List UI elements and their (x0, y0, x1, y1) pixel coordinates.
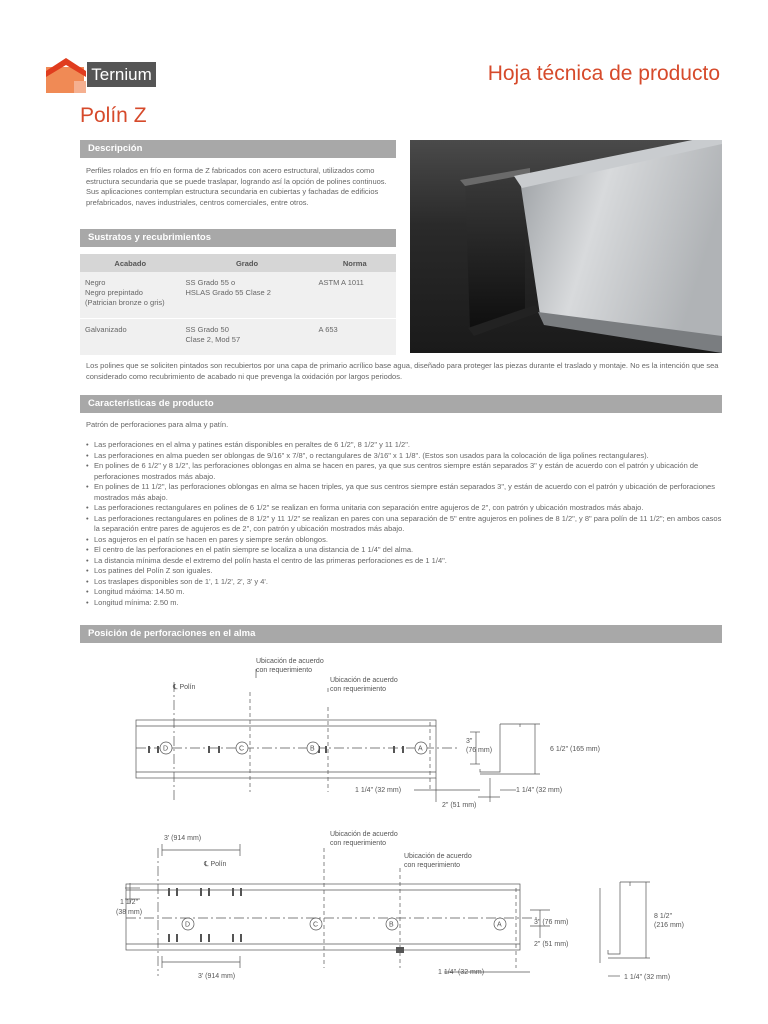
list-item: • En polines de 11 1/2", las perforaciones oblongas en alma se hacen triples, ya que sus centros siempre están separados 3", y están de acuerdo con el patrón y ubicación de perforaciones mostrados más abajo. (86, 482, 722, 503)
brand-name: Ternium (87, 62, 156, 87)
dim-label: 8 1/2" (654, 913, 673, 920)
ubicacion-label: con requerimiento (330, 840, 387, 847)
purlin-web-elevation (136, 720, 436, 778)
section-sustratos-heading: Sustratos y recubrimientos (80, 229, 396, 247)
ubicacion-label: con requerimiento (256, 667, 313, 674)
circle-label: A (418, 745, 423, 753)
product-name: Polín Z (80, 104, 147, 127)
dim-label: 3" (466, 738, 473, 745)
list-item: • Longitud mínima: 2.50 m. (86, 598, 722, 609)
dim-label: 6 1/2" (165 mm) (550, 746, 600, 753)
ubicacion-label: con requerimiento (404, 862, 461, 869)
dim-label: 1 1/4" (32 mm) (438, 969, 485, 976)
z-section (608, 882, 630, 954)
dim-label: 3' (914 mm) (164, 835, 202, 842)
diagram-6-5-purlin (80, 652, 680, 812)
ternium-logo (44, 55, 156, 93)
document-title: Hoja técnica de producto (487, 62, 720, 85)
list-item: • Las perforaciones rectangulares en polines de 8 1/2" y 11 1/2" se realizan en pares con una separación de 5" entre agujeros en polines de 8 1/2", y 8" para polín de 11 1/2"; en ambos casos la separación entre pares de agujeros es de 2", con patrón y ubicación mostrados más abajo. (86, 514, 722, 535)
col-norma: Norma (314, 254, 396, 272)
dim-label: 1 1/4" (32 mm) (624, 974, 671, 981)
section-caracteristicas-heading: Características de producto (80, 395, 722, 413)
list-item: • Las perforaciones rectangulares en polines de 6 1/2" se realizan en forma unitaria con separación entre agujeros de 2", con patrón y ubicación mostrados más abajo. (86, 503, 722, 514)
purlin-web-elevation (126, 884, 520, 950)
circle-label: C (313, 921, 319, 929)
dim-label: (38 mm) (116, 909, 143, 916)
caracteristicas-list (86, 440, 722, 608)
z-purlin-illustration (410, 140, 722, 353)
circle-label: B (389, 921, 394, 929)
dim-label: 1 1/4" (32 mm) (355, 787, 402, 794)
section-descripcion-heading: Descripción (80, 140, 396, 158)
dim-label: 3' (914 mm) (198, 973, 236, 980)
dim-label: (216 mm) (654, 922, 684, 929)
table-row: Galvanizado SS Grado 50 Clase 2, Mod 57 A 653 (80, 319, 396, 356)
dim-label: (76 mm) (466, 747, 493, 754)
circle-label: A (497, 921, 502, 929)
nota-pintura: Los polines que se soliciten pintados son recubiertos por una capa de primario acrílico base agua, diseñado para proteger las piezas durante el traslado y montaje. No es la intención que sea considerado como recubrimiento de acabado ni que prevenga la oxidación por largos periodos. (86, 361, 719, 381)
list-item: • Longitud máxima: 14.50 m. (86, 587, 722, 598)
logo-roof-icon (44, 55, 88, 93)
dim-label: 2" (51 mm) (534, 941, 569, 948)
caracteristicas-intro: Patrón de perforaciones para alma y patín. (86, 420, 229, 429)
centerline-label: ℄ Polín (173, 684, 196, 691)
list-item: • La distancia mínima desde el extremo del polín hasta el centro de las primeras perforaciones es de 1 1/4". (86, 556, 722, 567)
list-item: • Las perforaciones en el alma y patines están disponibles en peraltes de 6 1/2", 8 1/2" y 11 1/2". (86, 440, 722, 451)
ubicacion-label: con requerimiento (330, 686, 387, 693)
dim-label: 1 1/4" (32 mm) (516, 787, 563, 794)
list-item: • Los traslapes disponibles son de 1', 1 1/2', 2', 3' y 4'. (86, 577, 722, 588)
sustratos-table (80, 254, 396, 355)
ubicacion-label: Ubicación de acuerdo (256, 658, 324, 665)
list-item: • En polines de 6 1/2" y 8 1/2", las perforaciones oblongas en alma se hacen en pares, ya que sus centros siempre están separados 3" y están de acuerdo con el patrón y ubicación de perforaciones mostrados más abajo. (86, 461, 722, 482)
ubicacion-label: Ubicación de acuerdo (404, 853, 472, 860)
ubicacion-label: Ubicación de acuerdo (330, 677, 398, 684)
col-grado: Grado (181, 254, 314, 272)
dim-label: 3" (76 mm) (534, 919, 569, 926)
list-item: • Las perforaciones en alma pueden ser oblongas de 9/16" x 7/8", o rectangulares de 3/16" x 1 1/8". (Estos son usados para la colocación de liga polines rectangulares). (86, 451, 722, 462)
circle-label: D (185, 921, 191, 929)
list-item: • Los agujeros en el patín se hacen en pares y siempre serán oblongos. (86, 535, 722, 546)
diagram-8-5-purlin (80, 828, 700, 988)
circle-label: C (239, 745, 245, 753)
product-photo (410, 140, 722, 353)
circle-label: D (163, 745, 169, 753)
table-row: Negro Negro prepintado (Patrician bronze o gris) SS Grado 55 o HSLAS Grado 55 Clase 2 ASTM A 1011 (80, 272, 396, 319)
circle-label: B (310, 745, 315, 753)
centerline-label: ℄ Polín (204, 861, 227, 868)
col-acabado: Acabado (80, 254, 181, 272)
dim-label: 1 1/2" (120, 899, 139, 906)
descripcion-text: Perfiles rolados en frío en forma de Z fabricados con acero estructural, utilizados como estructura secundaria que se puede traslapar, logrando así la opción de polines continuos. Sus aplicaciones contemplan estructura secundaria en cubiertas y fachadas de edificios prefabricados, naves industriales, centros comerciales, entre otros. (86, 166, 387, 207)
ubicacion-label: Ubicación de acuerdo (330, 831, 398, 838)
list-item: • Los patines del Polín Z son iguales. (86, 566, 722, 577)
section-posicion-heading: Posición de perforaciones en el alma (80, 625, 722, 643)
list-item: • El centro de las perforaciones en el patín siempre se localiza a una distancia de 1 1/4" del alma. (86, 545, 722, 556)
dim-label: 2" (51 mm) (442, 802, 477, 809)
